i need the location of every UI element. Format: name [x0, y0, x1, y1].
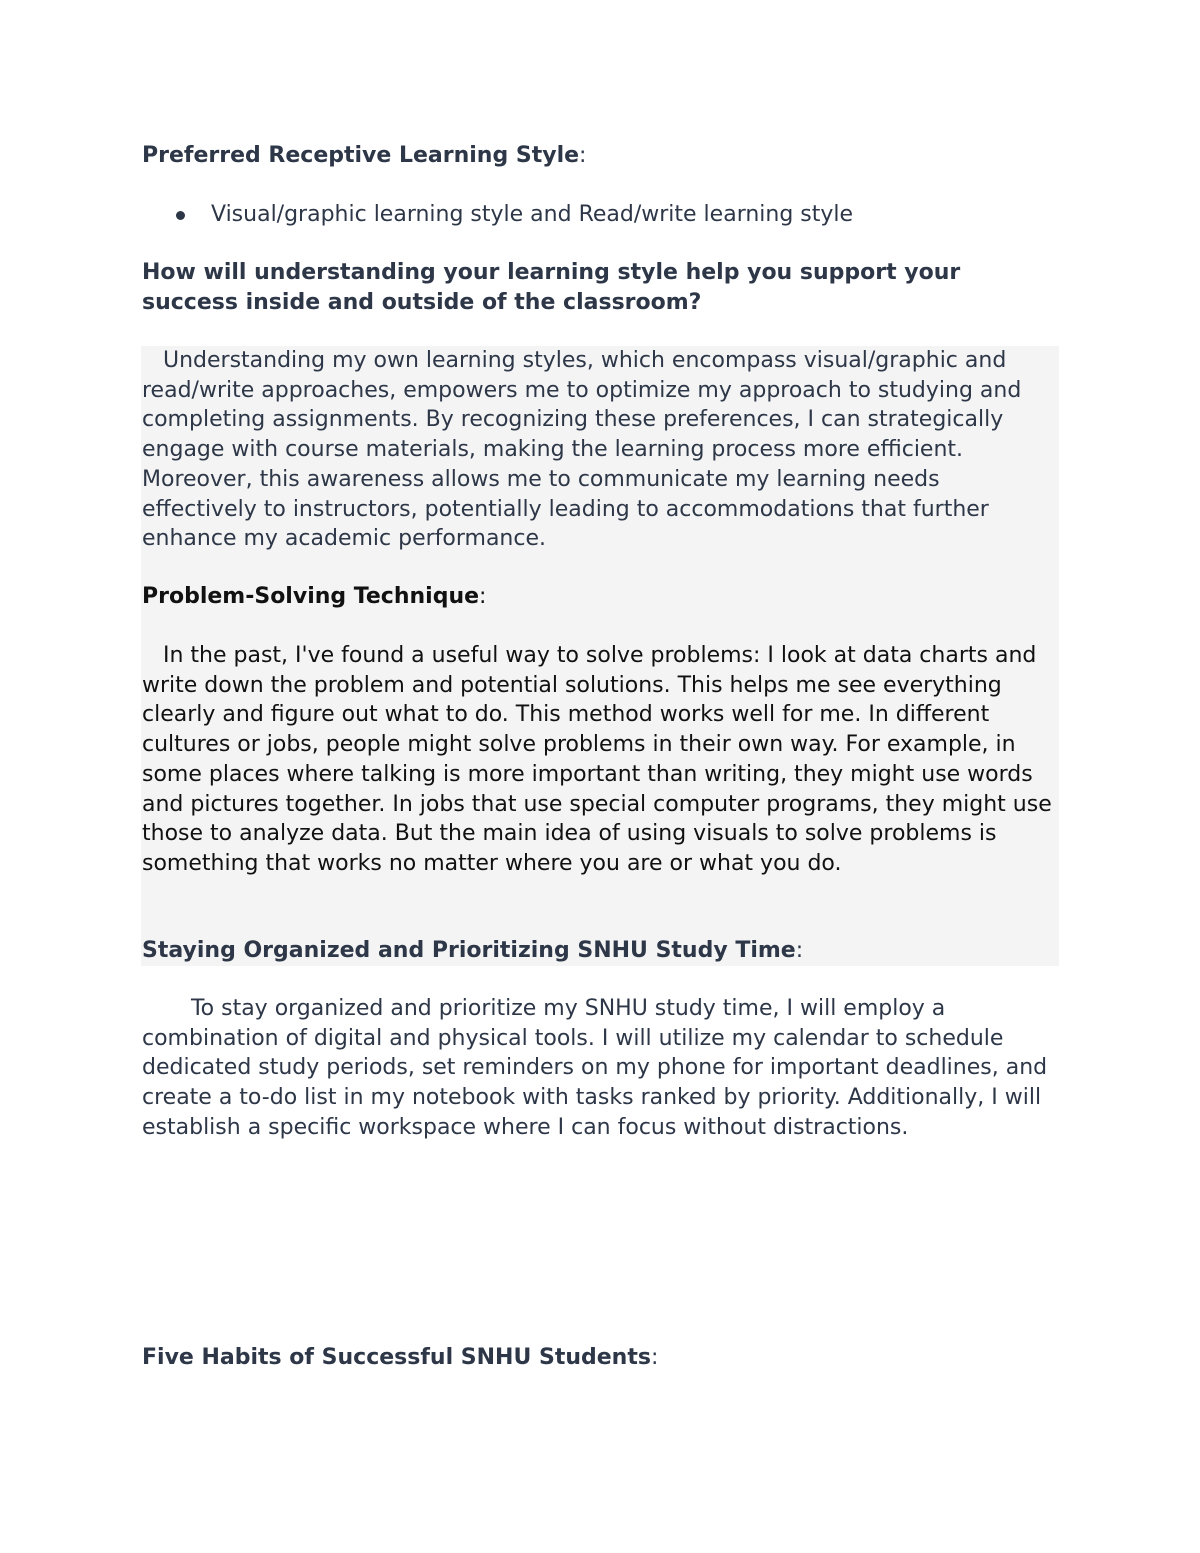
heading-five-habits: Five Habits of Successful SNHU Students:	[142, 1345, 659, 1370]
list-item: Visual/graphic learning style and Read/write learning style	[142, 200, 1042, 230]
heading-organization: Staying Organized and Prioritizing SNHU Study Time:	[142, 938, 804, 963]
bullet-icon	[176, 211, 185, 220]
learning-style-list	[142, 200, 1042, 230]
paragraph-organization: To stay organized and prioritize my SNHU study time, I will employ a combination of digital and physical tools. I will utilize my calendar to schedule dedicated study periods, set reminders on my phone for important deadlines, and create a to-do list in my notebook with tasks ranked by priority. Additionally, I will establish a specific workspace where I can focus without distractions.	[142, 996, 1055, 1140]
heading-problem-solving: Problem-Solving Technique:	[142, 584, 487, 609]
heading-question: How will understanding your learning style help you support your success inside and outside of the classroom?	[142, 260, 961, 315]
heading-learning-style: Preferred Receptive Learning Style:	[142, 143, 587, 168]
paragraph-learning-style: Understanding my own learning styles, which encompass visual/graphic and read/write approaches, empowers me to optimize my approach to studying and completing assignments. By recognizing these preferences, I can strategically engage with course materials, making the learning process more efficient. Moreover, this awareness allows me to communicate my learning needs effectively to instructors, potentially leading to accommodations that further enhance my academic performance.	[142, 348, 1029, 552]
paragraph-problem-solving: In the past, I've found a useful way to solve problems: I look at data charts and write down the problem and potential solutions. This helps me see everything clearly and figure out what to do. This method works well for me. In different cultures or jobs, people might solve problems in their own way. For example, in some places where talking is more important than writing, they might use words and pictures together. In jobs that use special computer programs, they might use those to analyze data. But the main idea of using visuals to solve problems is something that works no matter where you are or what you do.	[142, 643, 1059, 876]
